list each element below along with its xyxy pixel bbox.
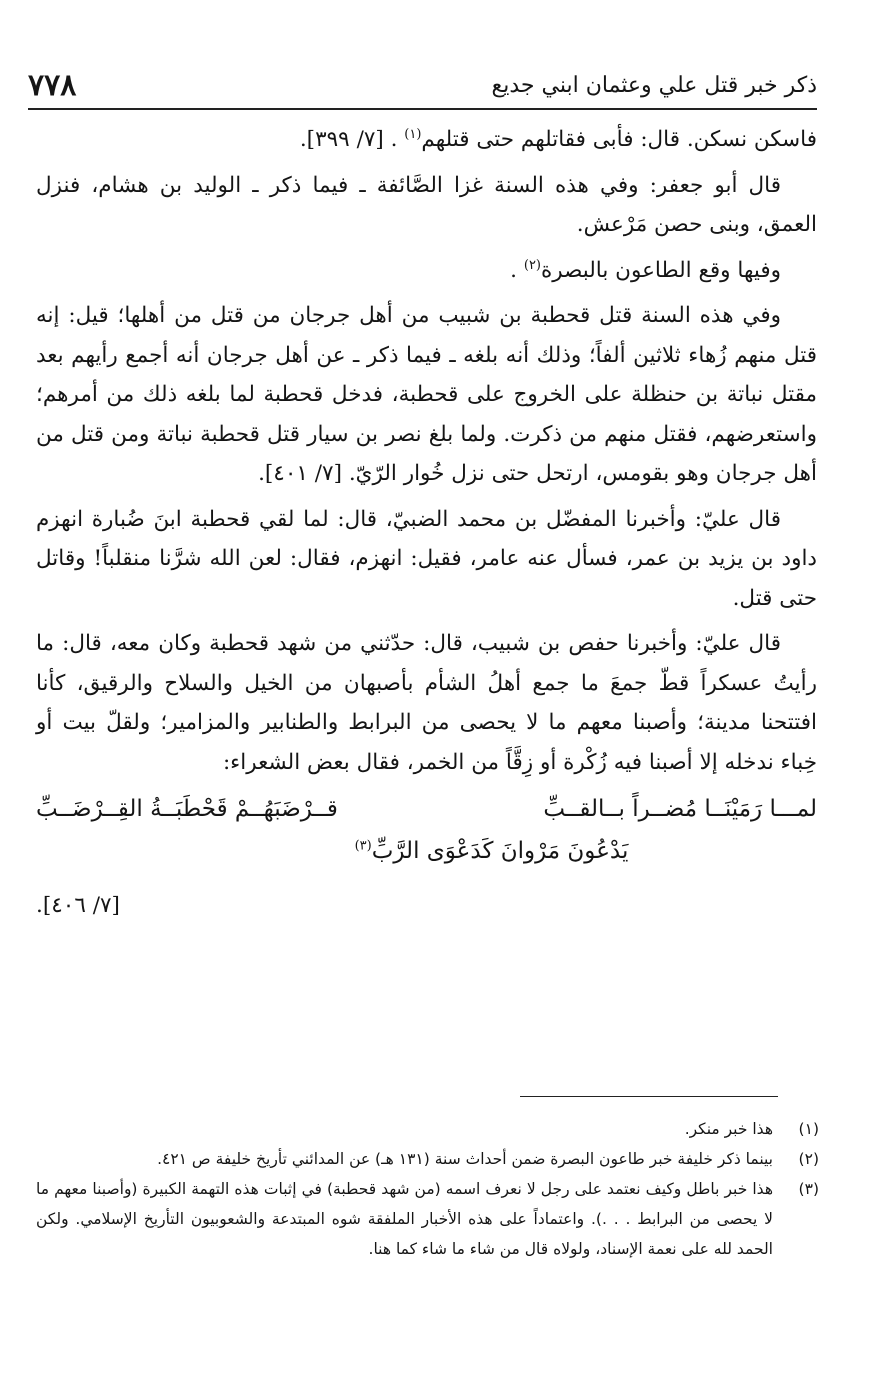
poem-verse-2 [36, 830, 817, 872]
poem-verse-2-text: يَدْعُونَ مَرْوانَ كَدَعْوَى الرَّبِّ [371, 838, 629, 864]
footnote-number: (١) [798, 1120, 819, 1138]
footnote-2 [36, 1144, 819, 1174]
poem-verse-1-second-hemistich: قــرْضَبَهُــمْ قَحْطَبَــةُ القِــرْضَــبِّ [36, 796, 338, 822]
main-text [36, 120, 817, 926]
paragraph-3-tail: . [510, 257, 518, 283]
footnote-text: بينما ذكر خليفة خبر طاعون البصرة ضمن أحداث سنة (١٣١ هـ) عن المدائني تأريخ خليفة ص ٤٢١. [157, 1150, 773, 1168]
paragraph-1-ref: . [٧/ ٣٩٩]. [299, 127, 398, 152]
footnote-number: (٢) [798, 1150, 819, 1168]
page-header [28, 62, 817, 110]
footnote-divider [520, 1096, 778, 1097]
footnote-1 [36, 1114, 819, 1144]
footnote-marker-3: (٣) [354, 838, 372, 854]
paragraph-1-text: فاسكن نسكن. قال: فأبى فقاتلهم حتى قتلهم [421, 127, 817, 152]
footnote-text: هذا خبر منكر. [684, 1120, 773, 1138]
footnote-text: هذا خبر باطل وكيف نعتمد على رجل لا نعرف اسمه (من شهد قحطبة) في إثبات هذه التهمة الكبيرة (وأصبنا معهم ما لا يحصى من البرابط . . .). واعتماداً على هذه الأخبار الملفقة شوه المبتدعة والشعوبيون التأريخ الإسلامي. ولكن الحمد لله على نعمة الإسناد، ولولاه قال من شاء ما شاء كما هنا. [36, 1180, 773, 1258]
footnote-marker-1: (١) [404, 126, 422, 142]
paragraph-3 [36, 251, 817, 291]
poem [36, 788, 817, 872]
footnote-3 [36, 1174, 819, 1264]
footnotes [36, 1114, 819, 1264]
paragraph-4: وفي هذه السنة قتل قحطبة بن شبيب من أهل جرجان من قتل من أهلها؛ قيل: إنه قتل منهم زُهاء ثلاثين ألفاً؛ وذلك أنه بلغه ـ فيما ذكر ـ عن أهل جرجان أنه أجمع رأيهم بعد مقتل نباتة بن حنظلة على الخروج على قحطبة، فدخل قحطبة لما بلغه ذلك من أمرهم؛ واستعرضهم، فقتل منهم من ذكرت. ولما بلغ نصر بن سيار قتل قحطبة نباتة ومن قتل من أهل جرجان وهو بقومس، ارتحل حتى نزل خُوار الرّيّ. [٧/ ٤٠١]. [36, 303, 817, 486]
footnote-number: (٣) [798, 1180, 819, 1198]
paragraph-2: قال أبو جعفر: وفي هذه السنة غزا الصَّائفة ـ فيما ذكر ـ الوليد بن هشام، فنزل العمق، وبنى حصن مَرْعش. [36, 172, 817, 237]
paragraph-5: قال عليّ: وأخبرنا المفضّل بن محمد الضبيّ، قال: لما لقي قحطبة ابنَ ضُبارة انهزم داود بن يزيد بن عمر، فسأل عنه عامر، فقيل: انهزم، فقال: لعن الله شرَّنا منقلباً! وقاتل حتى قتل. [36, 506, 817, 611]
source-reference: [٧/ ٤٠٦]. [36, 893, 120, 918]
poem-verse-1 [36, 788, 817, 830]
paragraph-3-text: وفيها وقع الطاعون بالبصرة [541, 257, 781, 283]
poem-verse-1-first-hemistich: لمـــا رَمَيْنَــا مُضــراً بــالقــبِّ [543, 796, 817, 822]
footnote-marker-2: (٢) [523, 257, 541, 273]
paragraph-1 [36, 120, 817, 160]
paragraph-6: قال عليّ: وأخبرنا حفص بن شبيب، قال: حدّثني من شهد قحطبة وكان معه، قال: ما رأيتُ عسكراً قطّ جمعَ ما جمع أهلُ الشأم بأصبهان من الخيل والسلاح والرقيق، كأنا افتتحنا مدينة؛ وأصبنا معهم ما لا يحصى من البرابط والطنابير والمزامير؛ ولقلّ بيت أو خِباء ندخله إلا أصبنا فيه زُكْرة أو زِقَّاً من الخمر، فقال بعض الشعراء: [36, 631, 817, 775]
running-title: ذكر خبر قتل علي وعثمان ابني جديع [491, 72, 817, 98]
page-number: ٧٧٨ [28, 67, 77, 103]
